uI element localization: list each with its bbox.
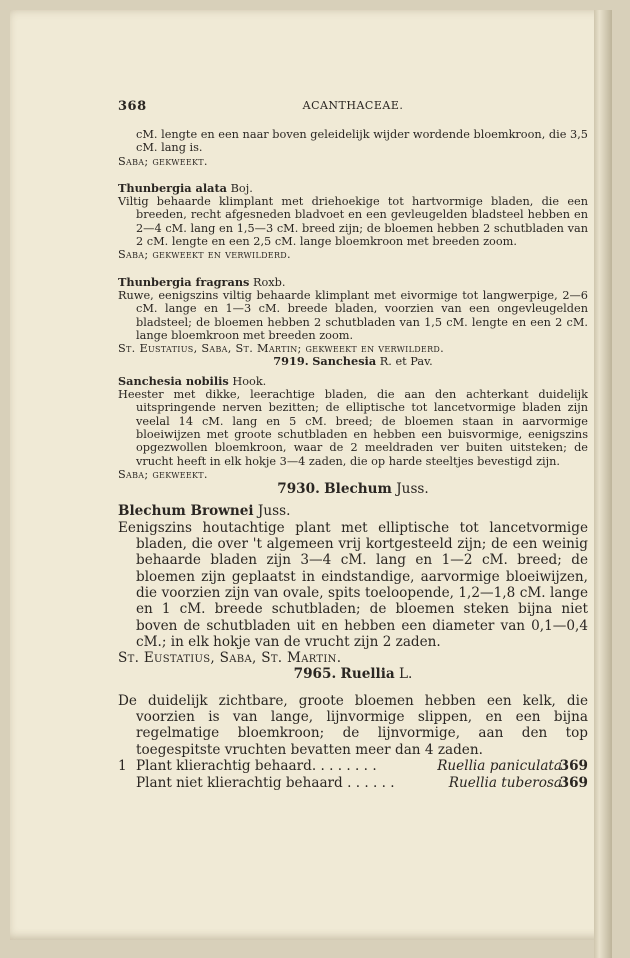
key-number: 1 [118, 757, 127, 774]
species-author: Juss. [257, 503, 291, 520]
genus-author: L. [399, 666, 413, 683]
key-row [118, 775, 588, 792]
genus-author: Juss. [396, 481, 429, 498]
key-result: Ruellia tuberosa [448, 774, 562, 791]
genus-heading-ruellia [118, 666, 588, 682]
species-name: Thunbergia alata [118, 180, 227, 195]
genus-number: 7919. [273, 354, 309, 369]
species-description: Viltig behaarde klimplant met driehoekige tot hartvormige bladen, die een breeden, recht afgesneden bladvoet en een gevleugelden bladsteel hebben en 2—4 cM. lang en 1,5—3 cM. breed zijn; de bloemen hebben 2 schutbladen van 2 cM. lengte en een 2,5 cM. lange bloemkroon met breeden zoom. [118, 195, 588, 249]
genus-name: Ruellia [340, 666, 395, 683]
species-author: Roxb. [253, 275, 286, 289]
species-heading-sanchesia-nobilis [118, 375, 588, 388]
identification-key [118, 757, 588, 791]
species-heading-thunbergia-fragrans [118, 276, 588, 289]
book-spine [594, 10, 612, 958]
genus-name: Sanchesia [312, 354, 377, 369]
running-title: ACANTHACEAE. [302, 99, 404, 112]
species-heading-thunbergia-alata [118, 182, 588, 195]
species-description: Heester met dikke, leerachtige bladen, die aan den achterkant duidelijk uitspringende nerven bezitten; de elliptische tot lancetvormige bladen zijn veelal 14 cM. lang en 5 cM. breed; de bloemen staan in aarvormige bloeiwijzen met groote schutbladen en hebben een buisvormige, eenigszins opgezwollen bloemkroon, waar de 2 meeldraden ver buiten uitsteken; de vrucht heeft in elk hokje 3—4 zaden, die op harde steeltjes bevestigd zijn. [118, 388, 588, 468]
species-distribution: Saba; gekweekt. [118, 467, 208, 481]
species-name: Thunbergia fragrans [118, 274, 250, 289]
species-description: Eenigszins houtachtige plant met elliptische tot lancetvormige bladen, die over 't algemeen vrij kortgesteeld zijn; de een weinig behaarde bladen zijn 3—4 cM. lang en 1—2 cM. breed; de bloemen zijn geplaatst in eindstandige, aarvormige bloeiwijzen, die voorzien zijn van ovale, spits toeloopende, 1,2—1,8 cM. lange en 1 cM. breede schutbladen; de bloemen steken bijna niet boven de schutbladen uit en hebben een diameter van 0,1—0,4 cM.; in elk hokje van de vrucht zijn 2 zaden. [118, 519, 588, 650]
key-page: 369 [559, 774, 588, 791]
genus-heading-sanchesia [118, 355, 588, 368]
species-description: Ruwe, eenigszins viltig behaarde klimplant met eivormige tot langwerpige, 2—6 cM. lange en 1—3 cM. breede bladen, voorzien van een ongevleugelden bladsteel; de bloemen hebben 2 schutbladen van 1,5 cM. lengte en een 2 cM. lange bloemkroon met breeden zoom. [118, 288, 588, 342]
species-distribution: Saba; gekweekt en verwilderd. [118, 248, 291, 262]
key-row [118, 758, 588, 775]
genus-description: De duidelijk zichtbare, groote bloemen hebben een kelk, die voorzien is van lange, lijnvormige slippen, en een bijna regelmatige bloemkroon; de lijnvormige, aan den top toegespitste vruchten bevatten meer dan 4 zaden. [118, 692, 588, 758]
continued-distribution: Saba; gekweekt. [118, 154, 208, 168]
key-result: Ruellia paniculata [437, 757, 562, 774]
genus-heading-blechum [118, 481, 588, 497]
key-text: Plant niet klierachtig behaard . . . . . . [136, 774, 395, 791]
continued-text: cM. lengte en een naar boven geleidelijk wijder wordende bloemkroon, die 3,5 cM. lang is. [136, 128, 588, 155]
species-heading-blechum-brownei [118, 503, 588, 519]
species-name: Blechum Brownei [118, 503, 254, 520]
genus-author: R. et Pav. [379, 355, 433, 369]
genus-number: 7930. [277, 481, 320, 498]
genus-number: 7965. [293, 666, 337, 683]
page-number: 368 [118, 99, 147, 114]
key-page: 369 [559, 757, 588, 774]
species-author: Hook. [232, 374, 267, 388]
genus-name: Blechum [324, 481, 392, 498]
species-name: Sanchesia nobilis [118, 373, 229, 388]
species-distribution: St. Eustatius, Saba, St. Martin; gekweekt en verwilderd. [118, 342, 444, 356]
page-body [118, 128, 588, 791]
species-author: Boj. [230, 181, 253, 195]
key-text: Plant klierachtig behaard. . . . . . . . [136, 757, 377, 774]
species-distribution: St. Eustatius, Saba, St. Martin. [118, 650, 342, 667]
